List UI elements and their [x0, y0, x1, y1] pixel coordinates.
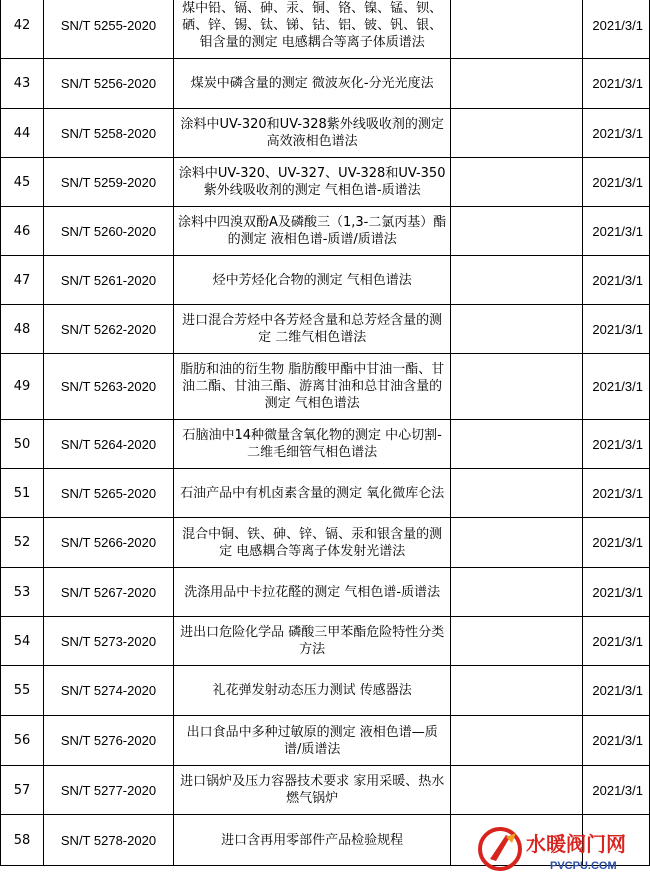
table-row: [1, 469, 650, 518]
standard-code: SN/T 5276-2020: [43, 716, 173, 766]
implementation-date: 2021/3/1: [583, 0, 650, 59]
standard-name: 煤炭中磷含量的测定 微波灰化-分光光度法: [173, 59, 450, 109]
standard-code: SN/T 5258-2020: [43, 109, 173, 158]
implementation-date: 2021/3/1: [583, 305, 650, 354]
standard-code: SN/T 5259-2020: [43, 158, 173, 207]
standard-code: SN/T 5260-2020: [43, 207, 173, 256]
empty-cell: [451, 0, 583, 59]
implementation-date: 2021/3/1: [583, 518, 650, 568]
implementation-date: 2021/3/1: [583, 158, 650, 207]
table-row: [1, 617, 650, 666]
empty-cell: [451, 354, 583, 420]
table-row: [1, 766, 650, 815]
pv-logo-icon: [476, 823, 646, 875]
standard-name: 进口锅炉及压力容器技术要求 家用采暖、热水燃气锅炉: [173, 766, 450, 815]
standard-name: 石油产品中有机卤素含量的测定 氧化微库仑法: [173, 469, 450, 518]
standard-code: SN/T 5256-2020: [43, 59, 173, 109]
standard-name: 进口含再用零部件产品检验规程: [173, 815, 450, 866]
implementation-date: 2021/3/1: [583, 469, 650, 518]
row-number: 42: [1, 0, 44, 59]
table-row: [1, 256, 650, 305]
empty-cell: [451, 766, 583, 815]
watermark: [476, 823, 646, 875]
row-number: 48: [1, 305, 44, 354]
standard-code: SN/T 5262-2020: [43, 305, 173, 354]
table-row: [1, 0, 650, 59]
implementation-date: 2021/3/1: [583, 716, 650, 766]
standard-name: 进出口危险化学品 磷酸三甲苯酯危险特性分类方法: [173, 617, 450, 666]
implementation-date: 2021/3/1: [583, 420, 650, 469]
standard-name: 煤中铅、镉、砷、汞、铜、铬、镍、锰、钡、硒、锌、锡、钛、锑、钴、铝、铍、钒、银、钼含量的测定 电感耦合等离子体质谱法: [173, 0, 450, 59]
row-number: 55: [1, 666, 44, 716]
implementation-date: 2021/3/1: [583, 766, 650, 815]
row-number: 53: [1, 568, 44, 617]
standard-code: SN/T 5277-2020: [43, 766, 173, 815]
standard-name: 混合中铜、铁、砷、锌、镉、汞和银含量的测定 电感耦合等离子体发射光谱法: [173, 518, 450, 568]
empty-cell: [451, 420, 583, 469]
implementation-date: 2021/3/1: [583, 354, 650, 420]
standard-code: SN/T 5263-2020: [43, 354, 173, 420]
standard-name: 脂肪和油的衍生物 脂肪酸甲酯中甘油一酯、甘油二酯、甘油三酯、游离甘油和总甘油含量的测定 气相色谱法: [173, 354, 450, 420]
standard-name: 涂料中UV-320、UV-327、UV-328和UV-350紫外线吸收剂的测定 气相色谱-质谱法: [173, 158, 450, 207]
row-number: 50: [1, 420, 44, 469]
table-row: [1, 207, 650, 256]
standard-code: SN/T 5266-2020: [43, 518, 173, 568]
implementation-date: 2021/3/1: [583, 256, 650, 305]
implementation-date: 2021/3/1: [583, 568, 650, 617]
table-row: [1, 109, 650, 158]
row-number: 45: [1, 158, 44, 207]
standard-code: SN/T 5261-2020: [43, 256, 173, 305]
table-row: [1, 666, 650, 716]
table-row: [1, 158, 650, 207]
row-number: 43: [1, 59, 44, 109]
row-number: 54: [1, 617, 44, 666]
standard-name: 涂料中UV-320和UV-328紫外线吸收剂的测定 高效液相色谱法: [173, 109, 450, 158]
standard-code: SN/T 5267-2020: [43, 568, 173, 617]
empty-cell: [451, 59, 583, 109]
standard-code: SN/T 5255-2020: [43, 0, 173, 59]
table-row: [1, 354, 650, 420]
implementation-date: 2021/3/1: [583, 666, 650, 716]
empty-cell: [451, 305, 583, 354]
standards-table-body: [1, 0, 650, 866]
implementation-date: 2021/3/1: [583, 59, 650, 109]
empty-cell: [451, 568, 583, 617]
implementation-date: 2021/3/1: [583, 617, 650, 666]
empty-cell: [451, 666, 583, 716]
table-row: [1, 59, 650, 109]
standard-code: SN/T 5273-2020: [43, 617, 173, 666]
standard-code: SN/T 5274-2020: [43, 666, 173, 716]
standard-name: 出口食品中多种过敏原的测定 液相色谱—质谱/质谱法: [173, 716, 450, 766]
row-number: 52: [1, 518, 44, 568]
standard-name: 礼花弹发射动态压力测试 传感器法: [173, 666, 450, 716]
standard-code: SN/T 5278-2020: [43, 815, 173, 866]
empty-cell: [451, 158, 583, 207]
table-row: [1, 716, 650, 766]
empty-cell: [451, 207, 583, 256]
table-row: [1, 305, 650, 354]
row-number: 56: [1, 716, 44, 766]
standard-name: 洗涤用品中卡拉花醛的测定 气相色谱-质谱法: [173, 568, 450, 617]
standard-name: 烃中芳烃化合物的测定 气相色谱法: [173, 256, 450, 305]
row-number: 44: [1, 109, 44, 158]
empty-cell: [451, 109, 583, 158]
row-number: 46: [1, 207, 44, 256]
empty-cell: [451, 256, 583, 305]
implementation-date: 2021/3/1: [583, 207, 650, 256]
implementation-date: 2021/3/1: [583, 109, 650, 158]
watermark-url: PVCPU.COM: [550, 860, 617, 872]
table-row: [1, 420, 650, 469]
standard-code: SN/T 5265-2020: [43, 469, 173, 518]
empty-cell: [451, 716, 583, 766]
watermark-title: 水暖阀门网: [526, 832, 626, 856]
empty-cell: [451, 617, 583, 666]
empty-cell: [451, 518, 583, 568]
standard-name: 涂料中四溴双酚A及磷酸三（1,3-二氯丙基）酯的测定 液相色谱-质谱/质谱法: [173, 207, 450, 256]
row-number: 49: [1, 354, 44, 420]
row-number: 51: [1, 469, 44, 518]
row-number: 58: [1, 815, 44, 866]
standard-name: 石脑油中14种微量含氧化物的测定 中心切割-二维毛细管气相色谱法: [173, 420, 450, 469]
table-row: [1, 518, 650, 568]
standard-name: 进口混合芳烃中各芳烃含量和总芳烃含量的测定 二维气相色谱法: [173, 305, 450, 354]
row-number: 47: [1, 256, 44, 305]
empty-cell: [451, 469, 583, 518]
row-number: 57: [1, 766, 44, 815]
standard-code: SN/T 5264-2020: [43, 420, 173, 469]
table-row: [1, 568, 650, 617]
